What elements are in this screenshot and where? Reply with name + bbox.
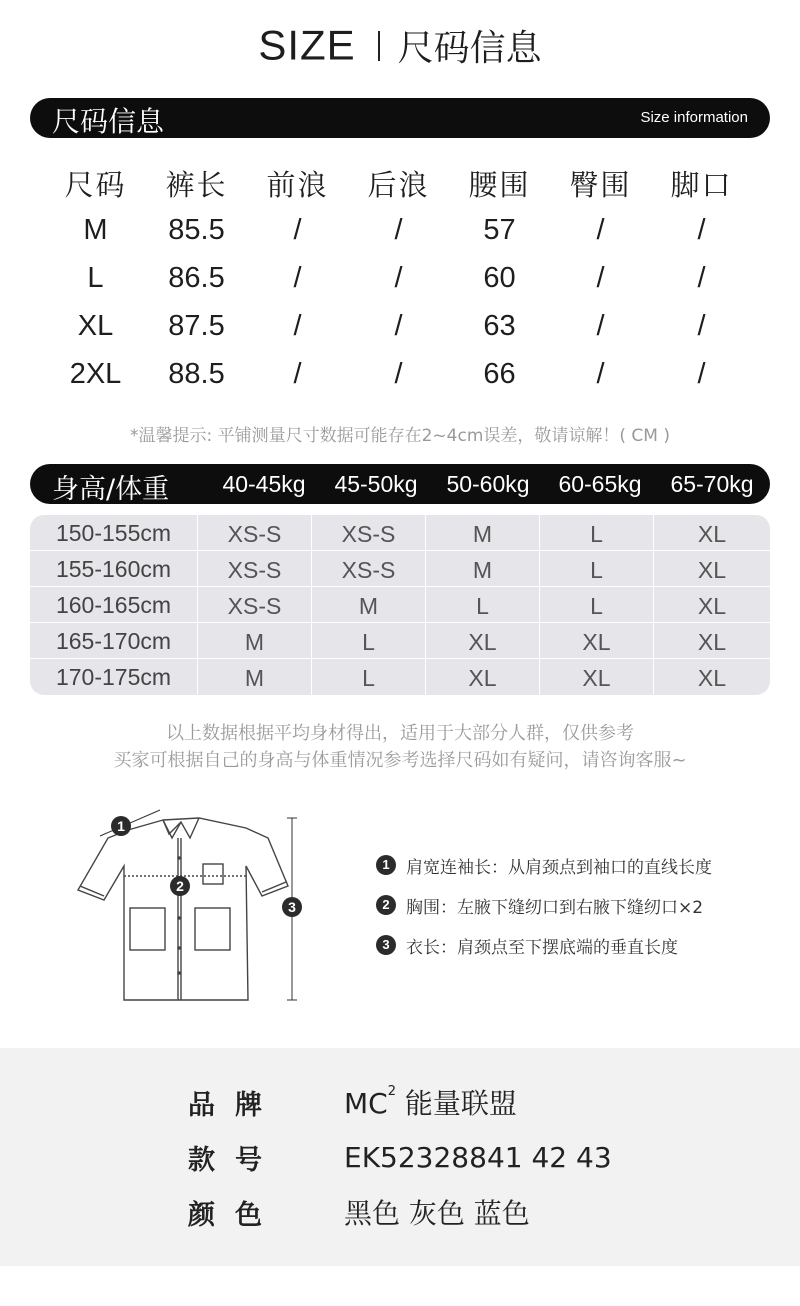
column-header: 腰围 <box>468 167 531 202</box>
column-header: 臀围 <box>569 167 632 202</box>
table-cell: XL <box>539 623 653 658</box>
height-label: 160-165cm <box>55 592 172 618</box>
page-title-zh: 尺码信息 <box>397 28 542 69</box>
weight-header: 50-60kg <box>446 471 530 497</box>
column-header: 后浪 <box>367 167 430 202</box>
table-cell: M <box>83 213 108 246</box>
size-info-title: 尺码信息 <box>52 105 165 138</box>
table-cell: XS-S <box>311 551 425 586</box>
table-cell: L <box>539 587 653 622</box>
table-cell: XL <box>653 659 770 695</box>
table-cell: / <box>293 357 302 390</box>
table-cell: M <box>311 587 425 622</box>
weight-header: 65-70kg <box>670 471 754 497</box>
height-label: 150-155cm <box>55 520 172 546</box>
garment-diagram <box>70 808 310 1008</box>
marker-3-label: 3 <box>288 899 296 915</box>
table-cell: / <box>596 309 605 342</box>
legend-item <box>376 845 712 885</box>
table-cell: / <box>394 309 403 342</box>
table-cell: XS-S <box>311 515 425 550</box>
column-header: 脚口 <box>670 167 733 202</box>
table-cell: / <box>697 309 706 342</box>
weight-headers <box>208 464 768 504</box>
table-cell: / <box>394 261 403 294</box>
style-value: EK52328841 42 43 <box>344 1140 612 1174</box>
legend-text: 肩宽连袖长：从肩颈点到袖口的直线长度 <box>406 857 712 878</box>
table-cell: / <box>697 213 706 246</box>
table-cell: XL <box>425 623 539 658</box>
table-cell: 2XL <box>69 357 122 390</box>
size-info-banner <box>30 98 770 138</box>
style-row <box>188 1137 612 1177</box>
table-row <box>45 254 755 302</box>
height-label: 155-160cm <box>55 556 172 582</box>
table-cell: M <box>197 659 311 695</box>
table-cell: 57 <box>483 213 516 246</box>
table-cell: 86.5 <box>168 261 225 294</box>
table-cell: XS-S <box>197 587 311 622</box>
table-cell: XL <box>653 623 770 658</box>
color-value: 黑色 灰色 蓝色 <box>344 1197 530 1230</box>
table-cell: / <box>697 261 706 294</box>
table-cell: L <box>311 623 425 658</box>
table-cell: / <box>293 309 302 342</box>
table-cell: / <box>596 261 605 294</box>
table-row <box>30 623 770 659</box>
weight-header: 45-50kg <box>334 471 418 497</box>
table-cell: XL <box>77 309 114 342</box>
table-cell: XS-S <box>197 551 311 586</box>
title-divider <box>378 31 380 61</box>
table-cell: / <box>596 357 605 390</box>
table-cell: 60 <box>483 261 516 294</box>
legend-text: 胸围：左腋下缝纫口到右腋下缝纫口×2 <box>406 897 704 918</box>
table-row <box>30 551 770 587</box>
table-cell: M <box>197 623 311 658</box>
reference-remark: 买家可根据自己的身高与体重情况参考选择尺码如有疑问，请咨询客服~ <box>113 750 687 771</box>
table-cell: XL <box>653 515 770 550</box>
table-cell: / <box>596 213 605 246</box>
height-weight-title: 身高/体重 <box>52 474 170 505</box>
legend-number: 1 <box>376 855 396 875</box>
table-cell: 85.5 <box>168 213 225 246</box>
page-header <box>0 20 800 70</box>
table-cell: L <box>539 515 653 550</box>
legend-number: 3 <box>376 935 396 955</box>
measurement-note: *温馨提示: 平铺测量尺寸数据可能存在2~4cm误差，敬请谅解！( CM ) <box>129 426 671 446</box>
reference-remark: 以上数据根据平均身材得出，适用于大部分人群，仅供参考 <box>166 723 634 744</box>
height-label: 170-175cm <box>55 664 172 690</box>
style-label: 款号 <box>188 1144 282 1176</box>
table-cell: / <box>394 213 403 246</box>
page-title-en: SIZE <box>258 21 356 69</box>
table-cell: / <box>293 261 302 294</box>
brand-label: 品牌 <box>188 1089 282 1121</box>
marker-2-label: 2 <box>176 878 184 894</box>
table-cell: XL <box>653 551 770 586</box>
table-cell: 87.5 <box>168 309 225 342</box>
column-header: 裤长 <box>165 167 228 202</box>
weight-header: 60-65kg <box>558 471 642 497</box>
table-row <box>45 302 755 350</box>
table-cell: L <box>539 551 653 586</box>
size-table <box>45 160 755 398</box>
table-cell: XS-S <box>197 515 311 550</box>
height-weight-banner <box>30 464 770 504</box>
brand-superscript: 2 <box>387 1084 396 1099</box>
measurement-legend <box>376 845 712 965</box>
legend-item <box>376 925 712 965</box>
color-label: 颜色 <box>188 1199 282 1231</box>
brand-row <box>188 1082 517 1122</box>
table-cell: / <box>293 213 302 246</box>
height-label: 165-170cm <box>55 628 172 654</box>
color-row <box>188 1192 530 1232</box>
table-row <box>45 206 755 254</box>
table-row <box>30 659 770 695</box>
table-cell: XL <box>539 659 653 695</box>
table-cell: L <box>87 261 104 294</box>
table-cell: 63 <box>483 309 516 342</box>
legend-item <box>376 885 712 925</box>
legend-number: 2 <box>376 895 396 915</box>
table-cell: 66 <box>483 357 516 390</box>
table-row <box>30 515 770 551</box>
table-cell: XL <box>425 659 539 695</box>
table-cell: / <box>394 357 403 390</box>
table-cell: 88.5 <box>168 357 225 390</box>
column-header: 前浪 <box>266 167 329 202</box>
weight-header: 40-45kg <box>222 471 306 497</box>
table-cell: L <box>311 659 425 695</box>
brand-name-zh: 能量联盟 <box>404 1087 517 1120</box>
table-cell: / <box>697 357 706 390</box>
size-info-subtitle: Size information <box>640 109 748 126</box>
brand-value <box>344 1082 517 1122</box>
legend-text: 衣长：肩颈点至下摆底端的垂直长度 <box>406 937 678 958</box>
table-cell: M <box>425 515 539 550</box>
product-info-panel <box>0 1048 800 1266</box>
height-weight-table <box>30 515 770 695</box>
table-row <box>45 350 755 398</box>
size-table-header <box>45 160 755 206</box>
table-cell: XL <box>653 587 770 622</box>
table-cell: L <box>425 587 539 622</box>
column-header: 尺码 <box>64 167 127 202</box>
brand-name: MC <box>344 1087 388 1120</box>
garment-outline <box>78 818 288 1000</box>
marker-1-label: 1 <box>117 818 125 834</box>
table-cell: M <box>425 551 539 586</box>
table-row <box>30 587 770 623</box>
